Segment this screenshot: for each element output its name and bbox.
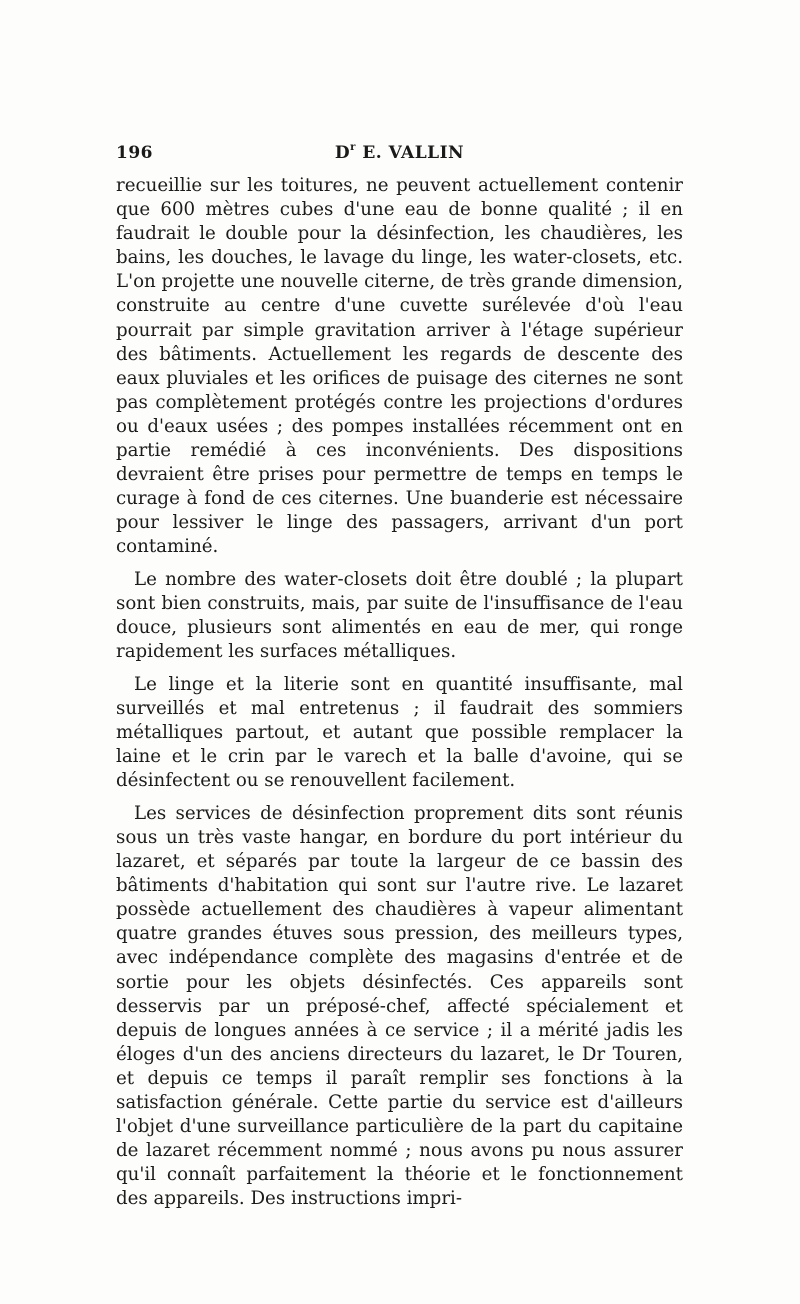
paragraph: Le linge et la literie sont en quantité insuffisante, mal surveillés et mal entretenus ; il faudrait des sommiers métalliques partout, et autant que possible remplacer la laine et le crin par le varech et la balle d'avoine, qui se désinfectent ou se renouvellent facilement. xyxy=(116,673,683,792)
paragraph: Le nombre des water-closets doit être doublé ; la plupart sont bien construits, mais, par suite de l'insuffisance de l'eau douce, plusieurs sont alimentés en eau de mer, qui ronge rapidement les surfaces métalliques. xyxy=(116,569,683,663)
paragraph: recueillie sur les toitures, ne peuvent actuellement contenir que 600 mètres cubes d'une eau de bonne qualité ; il en faudrait le double pour la désinfection, les chaudières, les bains, les douches, le lavage du linge, les water-closets, etc. L'on projette une nouvelle citerne, de très grande dimension, construite au centre d'une cuvette surélevée d'où l'eau pourrait par simple gravitation arriver à l'étage supérieur des bâtiments. Actuellement les regards de descente des eaux pluviales et les orifices de puisage des citernes ne sont pas complètement protégés contre les projections d'ordures ou d'eaux usées ; des pompes installées récemment ont en partie remédié à ces inconvénients. Des dispositions devraient être prises pour permettre de temps en temps le curage à fond de ces citernes. Une buanderie est nécessaire pour lessiver le linge des passagers, arrivant d'un port contaminé. xyxy=(116,175,683,558)
body-text xyxy=(116,174,683,1220)
author-prefix: D xyxy=(334,143,351,163)
author-name: E. VALLIN xyxy=(362,143,465,163)
author-prefix-sup: r xyxy=(350,142,356,153)
page-number: 196 xyxy=(116,143,153,163)
page-header xyxy=(116,143,683,169)
running-head xyxy=(116,143,683,163)
paragraph: Les services de désinfection proprement dits sont réunis sous un très vaste hangar, en bordure du port intérieur du lazaret, et séparés par toute la largeur de ce bassin des bâtiments d'habitation qui sont sur l'autre rive. Le lazaret possède actuellement des chaudières à vapeur alimentant quatre grandes étuves sous pression, des meilleurs types, avec indépendance complète des magasins d'entrée et de sortie pour les objets désinfectés. Ces appareils sont desservis par un préposé-chef, affecté spécialement et depuis de longues années à ce service ; il a mérité jadis les éloges d'un des anciens directeurs du lazaret, le Dr Touren, et depuis ce temps il paraît remplir ses fonctions à la satisfaction générale. Cette partie du service est d'ailleurs l'objet d'une surveillance particulière de la part du capitaine de lazaret récemment nommé ; nous avons pu nous assurer qu'il connaît parfaitement la théorie et le fonctionnement des appareils. Des instructions impri- xyxy=(116,802,683,1210)
